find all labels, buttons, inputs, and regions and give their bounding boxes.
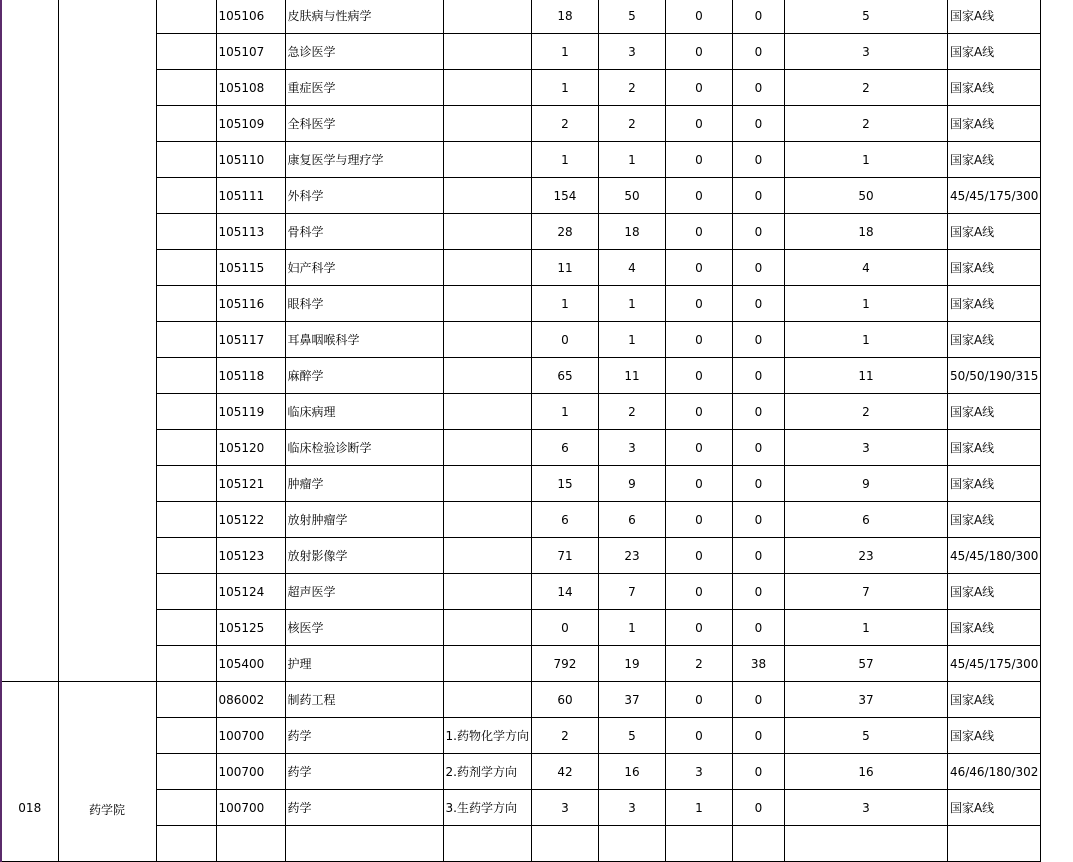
applicants-cell: [531, 826, 598, 862]
count-cell-3: 0: [665, 394, 732, 430]
major-code-cell: 105400: [216, 646, 285, 682]
applicants-cell: 6: [531, 430, 598, 466]
count-cell-2: 37: [598, 682, 665, 718]
blank-cell: [156, 250, 216, 286]
score-line-cell: 国家A线: [947, 682, 1040, 718]
count-cell-2: 1: [598, 610, 665, 646]
count-cell-2: 19: [598, 646, 665, 682]
count-cell-3: 0: [665, 0, 732, 34]
total-cell: 1: [784, 286, 947, 322]
blank-cell: [156, 0, 216, 34]
count-cell-3: 0: [665, 106, 732, 142]
direction-cell: [443, 538, 531, 574]
count-cell-4: 0: [732, 682, 784, 718]
blank-cell: [156, 646, 216, 682]
count-cell-3: 2: [665, 646, 732, 682]
blank-cell: [156, 790, 216, 826]
major-name-cell: 药学: [285, 718, 443, 754]
major-name-cell: 外科学: [285, 178, 443, 214]
major-name-cell: 眼科学: [285, 286, 443, 322]
total-cell: [784, 826, 947, 862]
major-name-cell: 骨科学: [285, 214, 443, 250]
score-line-cell: 国家A线: [947, 250, 1040, 286]
direction-cell: [443, 646, 531, 682]
count-cell-2: 3: [598, 34, 665, 70]
score-line-cell: [947, 826, 1040, 862]
score-line-cell: 国家A线: [947, 430, 1040, 466]
blank-cell: [156, 358, 216, 394]
count-cell-4: 0: [732, 754, 784, 790]
count-cell-2: [598, 826, 665, 862]
count-cell-3: 0: [665, 502, 732, 538]
score-line-cell: 45/45/175/300: [947, 178, 1040, 214]
score-line-cell: 国家A线: [947, 70, 1040, 106]
table-row: [1, 574, 1041, 610]
table-row: [1, 826, 1041, 862]
major-code-cell: 105125: [216, 610, 285, 646]
direction-cell: [443, 214, 531, 250]
total-cell: 4: [784, 250, 947, 286]
total-cell: 9: [784, 466, 947, 502]
count-cell-2: 50: [598, 178, 665, 214]
count-cell-4: 0: [732, 34, 784, 70]
major-name-cell: 皮肤病与性病学: [285, 0, 443, 34]
major-code-cell: 100700: [216, 790, 285, 826]
table-row: [1, 358, 1041, 394]
direction-cell: [443, 70, 531, 106]
count-cell-3: 0: [665, 178, 732, 214]
total-cell: 2: [784, 394, 947, 430]
count-cell-3: 0: [665, 358, 732, 394]
direction-cell: [443, 682, 531, 718]
count-cell-4: 0: [732, 214, 784, 250]
blank-cell: [156, 178, 216, 214]
count-cell-2: 1: [598, 142, 665, 178]
applicants-cell: 154: [531, 178, 598, 214]
total-cell: 57: [784, 646, 947, 682]
count-cell-4: 0: [732, 358, 784, 394]
direction-cell: [443, 106, 531, 142]
count-cell-4: 0: [732, 70, 784, 106]
blank-cell: [156, 106, 216, 142]
total-cell: 3: [784, 790, 947, 826]
count-cell-3: 0: [665, 610, 732, 646]
applicants-cell: 1: [531, 142, 598, 178]
major-name-cell: [285, 826, 443, 862]
direction-cell: [443, 502, 531, 538]
table-row: [1, 250, 1041, 286]
count-cell-3: 0: [665, 574, 732, 610]
table-row: [1, 502, 1041, 538]
count-cell-2: 6: [598, 502, 665, 538]
score-line-cell: 国家A线: [947, 142, 1040, 178]
count-cell-3: 0: [665, 466, 732, 502]
major-name-cell: 核医学: [285, 610, 443, 646]
count-cell-3: 1: [665, 790, 732, 826]
direction-cell: [443, 142, 531, 178]
count-cell-2: 11: [598, 358, 665, 394]
score-line-cell: 国家A线: [947, 394, 1040, 430]
major-name-cell: 全科医学: [285, 106, 443, 142]
count-cell-4: 0: [732, 394, 784, 430]
major-code-cell: [216, 826, 285, 862]
total-cell: 2: [784, 70, 947, 106]
count-cell-4: 0: [732, 250, 784, 286]
score-line-cell: 国家A线: [947, 322, 1040, 358]
major-code-cell: 105120: [216, 430, 285, 466]
count-cell-2: 2: [598, 70, 665, 106]
count-cell-3: 0: [665, 682, 732, 718]
table-row: [1, 430, 1041, 466]
count-cell-4: 0: [732, 142, 784, 178]
count-cell-4: 0: [732, 538, 784, 574]
direction-cell: 2.药剂学方向: [443, 754, 531, 790]
applicants-cell: 1: [531, 286, 598, 322]
applicants-cell: 15: [531, 466, 598, 502]
total-cell: 1: [784, 142, 947, 178]
applicants-cell: 1: [531, 394, 598, 430]
score-line-cell: 国家A线: [947, 574, 1040, 610]
major-name-cell: 耳鼻咽喉科学: [285, 322, 443, 358]
total-cell: 11: [784, 358, 947, 394]
applicants-cell: 1: [531, 70, 598, 106]
direction-cell: [443, 34, 531, 70]
applicants-cell: 6: [531, 502, 598, 538]
count-cell-2: 7: [598, 574, 665, 610]
count-cell-2: 3: [598, 430, 665, 466]
major-name-cell: 制药工程: [285, 682, 443, 718]
score-line-cell: 45/45/180/300: [947, 538, 1040, 574]
major-name-cell: 临床检验诊断学: [285, 430, 443, 466]
major-name-cell: 急诊医学: [285, 34, 443, 70]
major-name-cell: 药学: [285, 790, 443, 826]
major-code-cell: 105111: [216, 178, 285, 214]
blank-cell: [156, 718, 216, 754]
major-name-cell: 超声医学: [285, 574, 443, 610]
score-line-cell: 国家A线: [947, 214, 1040, 250]
direction-cell: [443, 430, 531, 466]
major-name-cell: 康复医学与理疗学: [285, 142, 443, 178]
major-name-cell: 临床病理: [285, 394, 443, 430]
direction-cell: [443, 826, 531, 862]
count-cell-3: 0: [665, 718, 732, 754]
total-cell: 3: [784, 34, 947, 70]
major-name-cell: 放射肿瘤学: [285, 502, 443, 538]
major-code-cell: 105106: [216, 0, 285, 34]
count-cell-4: 0: [732, 322, 784, 358]
school-number-cell: [1, 0, 58, 682]
direction-cell: 3.生药学方向: [443, 790, 531, 826]
major-code-cell: 105116: [216, 286, 285, 322]
applicants-cell: 28: [531, 214, 598, 250]
count-cell-4: 0: [732, 178, 784, 214]
count-cell-4: 0: [732, 466, 784, 502]
count-cell-3: 0: [665, 250, 732, 286]
table-row: [1, 106, 1041, 142]
count-cell-3: [665, 826, 732, 862]
major-code-cell: 105123: [216, 538, 285, 574]
direction-cell: [443, 178, 531, 214]
total-cell: 1: [784, 610, 947, 646]
count-cell-4: 0: [732, 286, 784, 322]
score-line-cell: 国家A线: [947, 106, 1040, 142]
blank-cell: [156, 682, 216, 718]
direction-cell: 1.药物化学方向: [443, 718, 531, 754]
total-cell: 18: [784, 214, 947, 250]
table-row: [1, 214, 1041, 250]
applicants-cell: 42: [531, 754, 598, 790]
blank-cell: [156, 142, 216, 178]
count-cell-3: 0: [665, 34, 732, 70]
major-code-cell: 105110: [216, 142, 285, 178]
major-code-cell: 086002: [216, 682, 285, 718]
direction-cell: [443, 574, 531, 610]
count-cell-2: 16: [598, 754, 665, 790]
major-name-cell: 重症医学: [285, 70, 443, 106]
total-cell: 23: [784, 538, 947, 574]
count-cell-2: 2: [598, 394, 665, 430]
major-name-cell: 麻醉学: [285, 358, 443, 394]
blank-cell: [156, 322, 216, 358]
count-cell-2: 18: [598, 214, 665, 250]
score-line-cell: 国家A线: [947, 610, 1040, 646]
count-cell-3: 0: [665, 70, 732, 106]
score-line-cell: 50/50/190/315: [947, 358, 1040, 394]
applicants-cell: 792: [531, 646, 598, 682]
major-code-cell: 105122: [216, 502, 285, 538]
major-code-cell: 105115: [216, 250, 285, 286]
table-row: [1, 34, 1041, 70]
count-cell-2: 5: [598, 718, 665, 754]
count-cell-2: 3: [598, 790, 665, 826]
major-code-cell: 105109: [216, 106, 285, 142]
table-row: [1, 682, 1041, 718]
count-cell-3: 0: [665, 214, 732, 250]
major-code-cell: 105118: [216, 358, 285, 394]
count-cell-3: 0: [665, 286, 732, 322]
count-cell-3: 0: [665, 430, 732, 466]
total-cell: 7: [784, 574, 947, 610]
table-row: [1, 646, 1041, 682]
major-name-cell: 妇产科学: [285, 250, 443, 286]
count-cell-4: 0: [732, 610, 784, 646]
blank-cell: [156, 394, 216, 430]
blank-cell: [156, 430, 216, 466]
applicants-cell: 0: [531, 610, 598, 646]
table-row: [1, 394, 1041, 430]
blank-cell: [156, 466, 216, 502]
total-cell: 5: [784, 0, 947, 34]
score-line-cell: 国家A线: [947, 502, 1040, 538]
count-cell-4: 0: [732, 790, 784, 826]
table-body: [1, 0, 1041, 862]
blank-cell: [156, 538, 216, 574]
major-name-cell: 药学: [285, 754, 443, 790]
count-cell-2: 1: [598, 286, 665, 322]
major-code-cell: 105108: [216, 70, 285, 106]
count-cell-4: 0: [732, 574, 784, 610]
count-cell-4: 0: [732, 430, 784, 466]
count-cell-2: 9: [598, 466, 665, 502]
major-code-cell: 105121: [216, 466, 285, 502]
total-cell: 2: [784, 106, 947, 142]
count-cell-3: 0: [665, 142, 732, 178]
direction-cell: [443, 0, 531, 34]
applicants-cell: 65: [531, 358, 598, 394]
school-name-cell: 药学院: [58, 682, 156, 862]
score-line-cell: 国家A线: [947, 466, 1040, 502]
blank-cell: [156, 754, 216, 790]
score-line-cell: 国家A线: [947, 790, 1040, 826]
table-row: [1, 466, 1041, 502]
table-row: [1, 0, 1041, 34]
major-name-cell: 放射影像学: [285, 538, 443, 574]
score-line-cell: 45/45/175/300: [947, 646, 1040, 682]
direction-cell: [443, 250, 531, 286]
count-cell-2: 5: [598, 0, 665, 34]
score-line-cell: 国家A线: [947, 0, 1040, 34]
table-row: [1, 178, 1041, 214]
table-row: [1, 790, 1041, 826]
blank-cell: [156, 34, 216, 70]
blank-cell: [156, 502, 216, 538]
count-cell-3: 0: [665, 538, 732, 574]
total-cell: 50: [784, 178, 947, 214]
count-cell-3: 0: [665, 322, 732, 358]
table-row: [1, 322, 1041, 358]
count-cell-2: 2: [598, 106, 665, 142]
score-line-cell: 46/46/180/302: [947, 754, 1040, 790]
school-name-cell: [58, 0, 156, 682]
score-line-cell: 国家A线: [947, 34, 1040, 70]
applicants-cell: 0: [531, 322, 598, 358]
table-row: [1, 538, 1041, 574]
count-cell-2: 23: [598, 538, 665, 574]
count-cell-4: [732, 826, 784, 862]
major-code-cell: 105113: [216, 214, 285, 250]
table-row: [1, 754, 1041, 790]
direction-cell: [443, 394, 531, 430]
table-row: [1, 70, 1041, 106]
major-code-cell: 105107: [216, 34, 285, 70]
table-row: [1, 718, 1041, 754]
total-cell: 1: [784, 322, 947, 358]
school-number-cell: 018: [1, 682, 58, 862]
count-cell-4: 38: [732, 646, 784, 682]
count-cell-4: 0: [732, 106, 784, 142]
blank-cell: [156, 70, 216, 106]
major-code-cell: 105124: [216, 574, 285, 610]
major-code-cell: 105117: [216, 322, 285, 358]
direction-cell: [443, 322, 531, 358]
count-cell-4: 0: [732, 0, 784, 34]
total-cell: 5: [784, 718, 947, 754]
total-cell: 3: [784, 430, 947, 466]
blank-cell: [156, 574, 216, 610]
major-name-cell: 护理: [285, 646, 443, 682]
direction-cell: [443, 358, 531, 394]
major-code-cell: 100700: [216, 754, 285, 790]
major-name-cell: 肿瘤学: [285, 466, 443, 502]
applicants-cell: 18: [531, 0, 598, 34]
total-cell: 37: [784, 682, 947, 718]
blank-cell: [156, 826, 216, 862]
count-cell-4: 0: [732, 502, 784, 538]
count-cell-3: 3: [665, 754, 732, 790]
applicants-cell: 14: [531, 574, 598, 610]
direction-cell: [443, 466, 531, 502]
applicants-cell: 71: [531, 538, 598, 574]
count-cell-2: 4: [598, 250, 665, 286]
applicants-cell: 3: [531, 790, 598, 826]
total-cell: 6: [784, 502, 947, 538]
direction-cell: [443, 610, 531, 646]
table-row: [1, 610, 1041, 646]
blank-cell: [156, 610, 216, 646]
count-cell-2: 1: [598, 322, 665, 358]
applicants-cell: 2: [531, 718, 598, 754]
score-line-cell: 国家A线: [947, 286, 1040, 322]
applicants-cell: 2: [531, 106, 598, 142]
applicants-cell: 60: [531, 682, 598, 718]
direction-cell: [443, 286, 531, 322]
table-row: [1, 142, 1041, 178]
blank-cell: [156, 286, 216, 322]
applicants-cell: 1: [531, 34, 598, 70]
total-cell: 16: [784, 754, 947, 790]
table-row: [1, 286, 1041, 322]
major-code-cell: 105119: [216, 394, 285, 430]
count-cell-4: 0: [732, 718, 784, 754]
score-line-cell: 国家A线: [947, 718, 1040, 754]
applicants-cell: 11: [531, 250, 598, 286]
major-code-cell: 100700: [216, 718, 285, 754]
blank-cell: [156, 214, 216, 250]
